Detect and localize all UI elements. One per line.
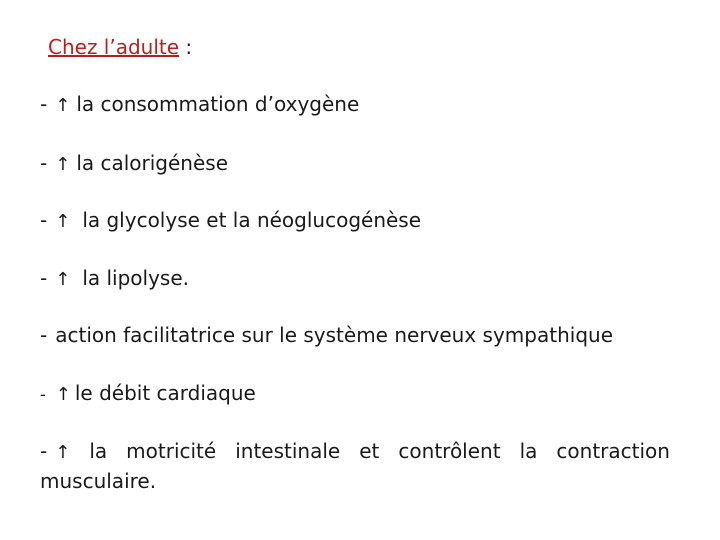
item-continuation: musculaire. <box>40 469 157 493</box>
list-item <box>40 151 228 177</box>
list-item <box>40 208 421 234</box>
item-text: la consommation d’oxygène <box>76 92 360 116</box>
dash: - <box>40 385 46 404</box>
item-text: la glycolyse et la néoglucogénèse <box>82 208 422 232</box>
up-arrow-icon: ↑ <box>55 384 71 405</box>
up-arrow-icon: ↑ <box>55 154 71 175</box>
item-text: le débit cardiaque <box>74 381 256 405</box>
list-item-justified <box>40 439 670 465</box>
up-arrow-icon: ↑ <box>55 269 71 290</box>
list-item <box>40 323 613 347</box>
heading-text: Chez l’adulte <box>48 35 180 59</box>
item-text: la calorigénèse <box>76 151 229 175</box>
word: la <box>89 439 108 463</box>
list-item <box>40 381 256 407</box>
dash: - <box>40 151 48 175</box>
dash: - <box>40 92 48 116</box>
word: contrôlent <box>398 439 501 463</box>
up-arrow-icon: ↑ <box>55 211 71 232</box>
dash: - <box>40 266 48 290</box>
word: contraction <box>556 439 670 463</box>
item-text: action facilitatrice sur le système nerveux sympathique <box>55 323 613 347</box>
dash: - <box>40 208 48 232</box>
list-item <box>40 266 189 292</box>
word: la <box>519 439 538 463</box>
slide-heading <box>48 35 192 59</box>
word: intestinale <box>235 439 341 463</box>
word: et <box>359 439 380 463</box>
list-item <box>40 92 359 118</box>
dash: - <box>40 439 48 463</box>
item-text: la lipolyse. <box>82 266 190 290</box>
heading-colon: : <box>179 35 193 59</box>
word: motricité <box>126 439 217 463</box>
dash-arrow-group <box>40 439 70 465</box>
dash: - <box>40 323 48 347</box>
up-arrow-icon: ↑ <box>55 442 71 463</box>
up-arrow-icon: ↑ <box>55 95 71 116</box>
